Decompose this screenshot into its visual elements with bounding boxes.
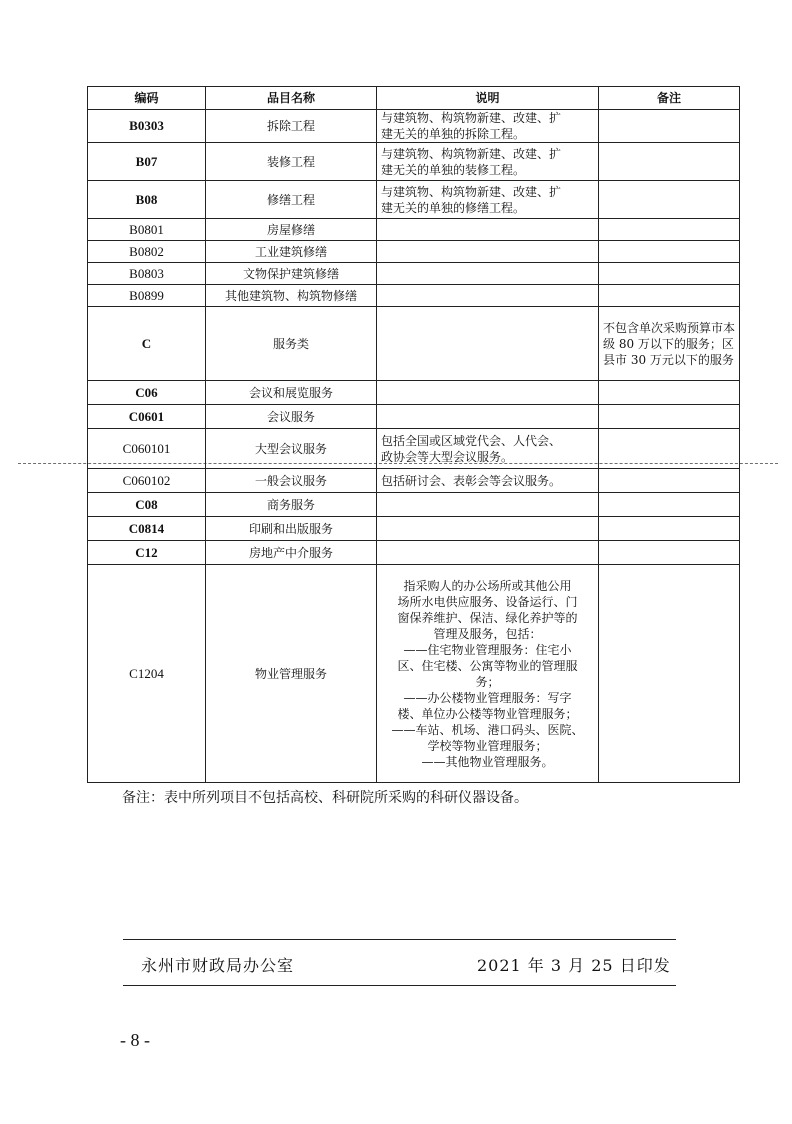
- item-code: B0802: [88, 241, 206, 263]
- table-row: [88, 493, 740, 517]
- description-line: 窗保养维护、保洁、绿化养护等的: [397, 610, 578, 625]
- item-remark: [599, 263, 740, 285]
- table-row: [88, 517, 740, 541]
- description-line: 建无关的单独的修缮工程。: [381, 200, 526, 215]
- item-remark: [599, 541, 740, 565]
- table-row: [88, 429, 740, 469]
- table-header-row: [88, 87, 740, 110]
- procurement-catalog-table: [87, 86, 740, 783]
- item-name: 其他建筑物、构筑物修缮: [206, 285, 377, 307]
- description-line: 政协会等大型会议服务。: [381, 449, 514, 464]
- header-item-name: 品目名称: [206, 87, 377, 110]
- item-code: C: [88, 307, 206, 381]
- table-footnote: 备注：表中所列项目不包括高校、科研院所采购的科研仪器设备。: [122, 790, 528, 806]
- item-description: [377, 307, 599, 381]
- description-line: 建无关的单独的拆除工程。: [381, 127, 526, 141]
- item-code: C12: [88, 541, 206, 565]
- item-name: 一般会议服务: [206, 469, 377, 493]
- description-line: ——其他物业管理服务。: [421, 754, 554, 769]
- item-code: B07: [88, 143, 206, 181]
- item-description: [377, 219, 599, 241]
- item-description: [377, 181, 599, 219]
- item-name: 大型会议服务: [206, 429, 377, 469]
- description-line: ——车站、机场、港口码头、医院、: [391, 722, 584, 737]
- table-row: [88, 219, 740, 241]
- item-code: C08: [88, 493, 206, 517]
- item-description: [377, 143, 599, 181]
- table-row: [88, 307, 740, 381]
- table-row: [88, 241, 740, 263]
- item-name: 服务类: [206, 307, 377, 381]
- header-remark: 备注: [599, 87, 740, 110]
- item-name: 房地产中介服务: [206, 541, 377, 565]
- item-name: 拆除工程: [206, 110, 377, 143]
- description-line: 管理及服务，包括：: [433, 626, 542, 641]
- table-row: [88, 381, 740, 405]
- item-remark: 不包含单次采购预算市本级 80 万以下的服务；区县市 30 万元以下的服务: [599, 307, 740, 381]
- item-description: [377, 429, 599, 469]
- item-remark: [599, 565, 740, 783]
- item-remark: [599, 517, 740, 541]
- description-line: 包括研讨会、表彰会等会议服务。: [381, 473, 562, 488]
- header-code: 编码: [88, 87, 206, 110]
- item-description: [377, 381, 599, 405]
- description-line: 务；: [475, 674, 500, 689]
- item-code: C060101: [88, 429, 206, 469]
- header-description: 说明: [377, 87, 599, 110]
- item-code: C0814: [88, 517, 206, 541]
- description-line: 与建筑物、构筑物新建、改建、扩: [381, 146, 562, 161]
- item-code: B0801: [88, 219, 206, 241]
- item-description: [377, 405, 599, 429]
- table-row: [88, 143, 740, 181]
- description-line: 区、住宅楼、公寓等物业的管理服: [397, 658, 578, 673]
- item-code: C1204: [88, 565, 206, 783]
- description-line: ——办公楼物业管理服务：写字: [403, 690, 572, 705]
- description-line: 建无关的单独的装修工程。: [381, 162, 526, 177]
- item-description: [377, 110, 599, 143]
- item-name: 工业建筑修缮: [206, 241, 377, 263]
- footer-top-rule: [123, 939, 676, 940]
- item-remark: [599, 381, 740, 405]
- item-name: 商务服务: [206, 493, 377, 517]
- description-line: ——住宅物业管理服务：住宅小: [403, 642, 572, 657]
- item-remark: [599, 285, 740, 307]
- table-row: [88, 110, 740, 143]
- table-row: [88, 181, 740, 219]
- item-remark: [599, 110, 740, 143]
- footer-bottom-rule: [123, 985, 676, 986]
- issuing-office: 永州市财政局办公室: [141, 956, 295, 975]
- item-name: 物业管理服务: [206, 565, 377, 783]
- item-remark: [599, 219, 740, 241]
- description-line: 与建筑物、构筑物新建、改建、扩: [381, 111, 562, 125]
- item-code: C06: [88, 381, 206, 405]
- item-name: 房屋修缮: [206, 219, 377, 241]
- description-line: 楼、单位办公楼等物业管理服务；: [397, 706, 578, 721]
- table-row: [88, 405, 740, 429]
- item-name: 修缮工程: [206, 181, 377, 219]
- item-name: 文物保护建筑修缮: [206, 263, 377, 285]
- item-code: B0803: [88, 263, 206, 285]
- item-description: [377, 241, 599, 263]
- item-code: C060102: [88, 469, 206, 493]
- item-remark: [599, 405, 740, 429]
- description-line: 场所水电供应服务、设备运行、门: [397, 594, 578, 609]
- item-description: [377, 541, 599, 565]
- description-line: 与建筑物、构筑物新建、改建、扩: [381, 184, 562, 199]
- item-description: [377, 565, 599, 783]
- item-description: [377, 493, 599, 517]
- item-code: B08: [88, 181, 206, 219]
- item-description: [377, 263, 599, 285]
- table-row: [88, 285, 740, 307]
- item-code: B0899: [88, 285, 206, 307]
- item-name: 会议和展览服务: [206, 381, 377, 405]
- item-remark: [599, 429, 740, 469]
- item-remark: [599, 493, 740, 517]
- item-remark: [599, 181, 740, 219]
- table-row: [88, 541, 740, 565]
- item-name: 装修工程: [206, 143, 377, 181]
- description-line: 学校等物业管理服务；: [427, 738, 548, 753]
- item-name: 印刷和出版服务: [206, 517, 377, 541]
- item-name: 会议服务: [206, 405, 377, 429]
- table-row: [88, 263, 740, 285]
- item-description: [377, 285, 599, 307]
- issue-date: 2021 年 3 月 25 日印发: [477, 956, 671, 975]
- description-line: 包括全国或区域党代会、人代会、: [381, 433, 562, 448]
- table-body: [88, 110, 740, 783]
- item-code: C0601: [88, 405, 206, 429]
- item-remark: [599, 469, 740, 493]
- table-row: [88, 565, 740, 783]
- description-line: 指采购人的办公场所或其他公用: [403, 578, 572, 593]
- item-remark: [599, 241, 740, 263]
- table-row: [88, 469, 740, 493]
- item-description: [377, 469, 599, 493]
- item-remark: [599, 143, 740, 181]
- item-description: [377, 517, 599, 541]
- item-code: B0303: [88, 110, 206, 143]
- page-number: - 8 -: [120, 1030, 150, 1050]
